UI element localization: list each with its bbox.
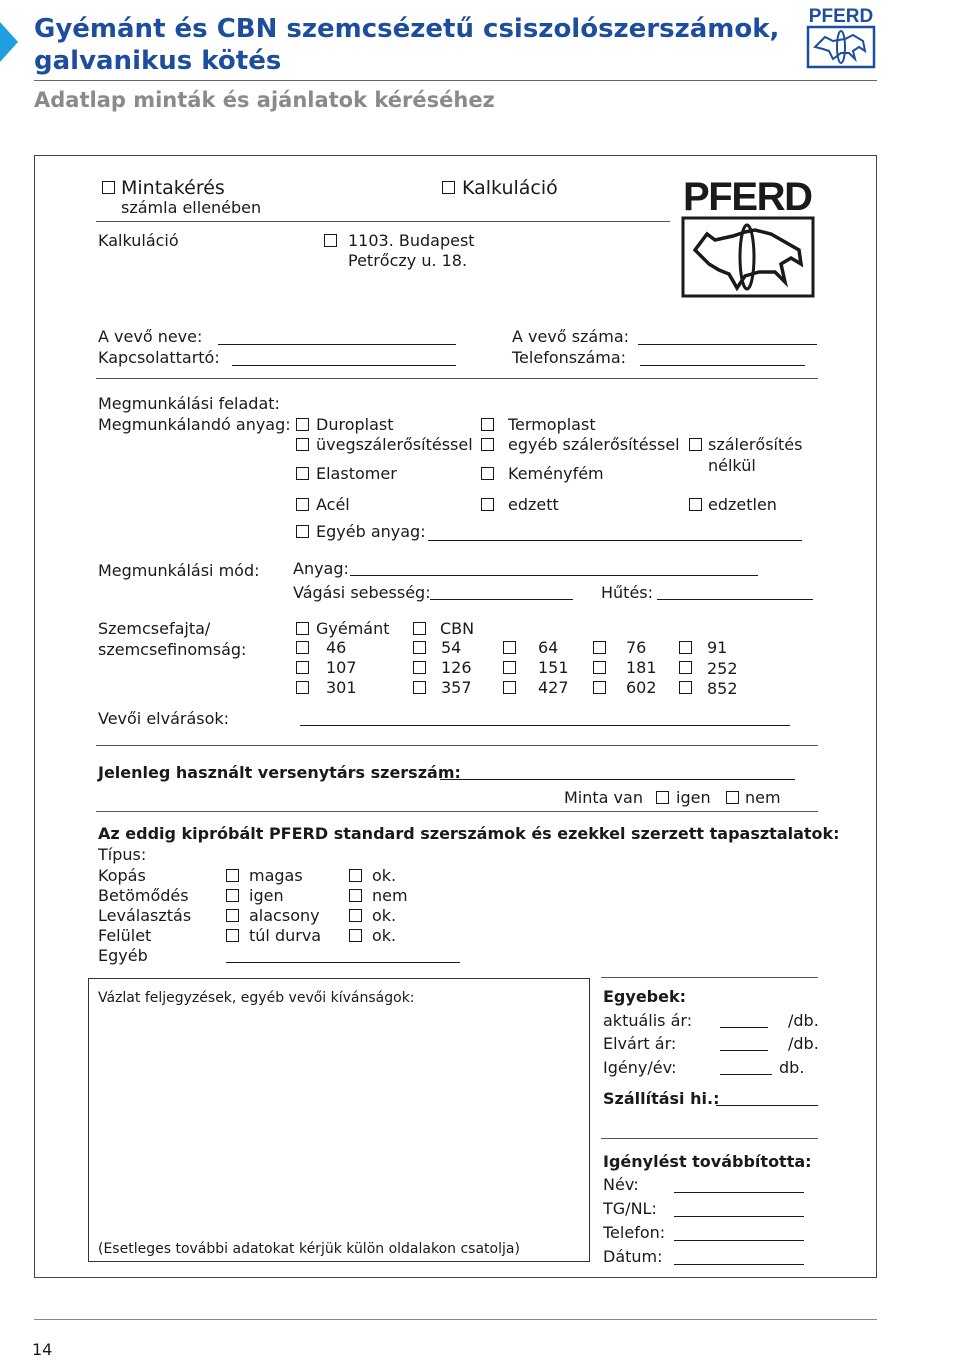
pferd-logo-text: PFERD: [683, 178, 813, 219]
edzetlen-checkbox[interactable]: [689, 498, 702, 511]
experience-opt2-label: nem: [372, 886, 408, 905]
igeny-unit: db.: [779, 1058, 805, 1077]
experience-opt2-label: ok.: [372, 906, 397, 925]
page-subtitle: Adatlap minták és ajánlatok kéréséhez: [34, 88, 495, 112]
vevo-neve-field[interactable]: [218, 344, 456, 345]
datum-field[interactable]: [674, 1264, 804, 1265]
experience-opt1-checkbox[interactable]: [226, 909, 239, 922]
experience-opt1-label: igen: [249, 886, 284, 905]
gyemant-label: Gyémánt: [316, 619, 390, 638]
grain-size-label: 151: [538, 658, 569, 677]
vagasi-field[interactable]: [430, 599, 573, 600]
mode-label: Megmunkálási mód:: [98, 561, 260, 580]
egyeb-anyag-checkbox[interactable]: [296, 525, 309, 538]
header-arrow-icon: [0, 22, 18, 62]
grain-checkbox[interactable]: [296, 641, 309, 654]
grain-size-label: 91: [707, 638, 728, 657]
kapcsolattarto-field[interactable]: [232, 365, 456, 366]
egyeb-label: Egyéb: [98, 946, 148, 965]
grain-size-label: 107: [326, 658, 357, 677]
igeny-label: Igény/év:: [603, 1058, 677, 1077]
kemenyfem-checkbox[interactable]: [481, 467, 494, 480]
mode-anyag-field[interactable]: [350, 575, 758, 576]
header-divider: [34, 80, 877, 81]
grain-checkbox[interactable]: [413, 661, 426, 674]
other-heading: Egyebek:: [603, 987, 687, 1006]
experience-opt2-checkbox[interactable]: [349, 909, 362, 922]
nev-field[interactable]: [674, 1192, 804, 1193]
grain-size-label: 252: [707, 659, 738, 678]
grain-checkbox[interactable]: [413, 641, 426, 654]
grain-size-label: 54: [441, 638, 462, 657]
sketch-label: Vázlat feljegyzések, egyéb vevői kívánságok:: [98, 990, 415, 1006]
pferd-logo-icon: [681, 178, 815, 298]
egyeb-szal-checkbox[interactable]: [481, 438, 494, 451]
egyeb-szal-label: egyéb szálerősítéssel: [508, 435, 680, 454]
kemenyfem-label: Keményfém: [508, 464, 604, 483]
mintakeres-checkbox[interactable]: [102, 181, 115, 194]
experience-opt2-checkbox[interactable]: [349, 869, 362, 882]
egyeb-anyag-label: Egyéb anyag:: [316, 522, 426, 541]
pferd-logo-small-text: PFERD: [808, 6, 874, 27]
grain-checkbox[interactable]: [413, 681, 426, 694]
aktualis-unit: /db.: [788, 1011, 819, 1030]
szalerosites-nelkul-checkbox[interactable]: [689, 438, 702, 451]
experience-row-label: Leválasztás: [98, 906, 192, 925]
grain-label-line1: Szemcsefajta/: [98, 619, 211, 638]
experience-opt2-label: ok.: [372, 866, 397, 885]
experience-row-label: Felület: [98, 926, 152, 945]
experience-opt1-label: alacsony: [249, 906, 320, 925]
minta-nem-label: nem: [745, 788, 781, 807]
elastomer-checkbox[interactable]: [296, 467, 309, 480]
termoplast-label: Termoplast: [508, 415, 596, 434]
grain-checkbox[interactable]: [593, 681, 606, 694]
termoplast-checkbox[interactable]: [481, 418, 494, 431]
grain-checkbox[interactable]: [679, 641, 692, 654]
experience-opt1-checkbox[interactable]: [226, 869, 239, 882]
hutes-field[interactable]: [657, 599, 813, 600]
minta-igen-checkbox[interactable]: [656, 791, 669, 804]
egyeb-field[interactable]: [226, 962, 460, 963]
elvart-label: Elvárt ár:: [603, 1034, 677, 1053]
grain-checkbox[interactable]: [503, 681, 516, 694]
edzett-label: edzett: [508, 495, 559, 514]
aktualis-label: aktuális ár:: [603, 1011, 693, 1030]
duroplast-checkbox[interactable]: [296, 418, 309, 431]
anyag-label: Megmunkálandó anyag:: [98, 415, 291, 434]
duroplast-label: Duroplast: [316, 415, 394, 434]
experience-opt2-checkbox[interactable]: [349, 929, 362, 942]
other-top-divider: [601, 977, 818, 978]
footer-divider: [34, 1319, 877, 1320]
grain-checkbox[interactable]: [503, 641, 516, 654]
nev-label: Név:: [603, 1175, 639, 1194]
datum-label: Dátum:: [603, 1247, 663, 1266]
szamla-label: számla ellenében: [121, 198, 262, 217]
hutes-label: Hűtés:: [601, 583, 654, 602]
elastomer-label: Elastomer: [316, 464, 397, 483]
acel-checkbox[interactable]: [296, 498, 309, 511]
aktualis-field[interactable]: [720, 1027, 768, 1028]
competitor-field[interactable]: [440, 779, 795, 780]
kalkulacio-checkbox[interactable]: [442, 181, 455, 194]
tgnl-label: TG/NL:: [603, 1199, 657, 1218]
experience-opt1-checkbox[interactable]: [226, 889, 239, 902]
telefon-field[interactable]: [674, 1240, 804, 1241]
vevo-szama-field[interactable]: [638, 344, 817, 345]
experience-heading: Az eddig kipróbált PFERD standard szerszámok és ezekkel szerzett tapasztalatok:: [98, 824, 840, 843]
egyeb-anyag-field[interactable]: [428, 540, 802, 541]
forwarded-top-divider: [601, 1138, 818, 1139]
tipus-label: Típus:: [98, 845, 147, 864]
grain-size-label: 46: [326, 638, 347, 657]
experience-opt1-checkbox[interactable]: [226, 929, 239, 942]
grain-checkbox[interactable]: [593, 661, 606, 674]
vevo-neve-label: A vevő neve:: [98, 327, 203, 346]
minta-van-label: Minta van: [564, 788, 643, 807]
forwarded-heading: Igénylést továbbította:: [603, 1152, 812, 1171]
tgnl-field[interactable]: [674, 1216, 804, 1217]
sketch-box[interactable]: [88, 978, 590, 1262]
sketch-note: (Esetleges további adatokat kérjük külön oldalakon csatolja): [98, 1241, 520, 1257]
request-divider: [96, 221, 670, 222]
nelkul-label: nélkül: [708, 456, 756, 475]
vevoi-field[interactable]: [300, 725, 790, 726]
page-title-line1: Gyémánt és CBN szemcsézetű csiszolószerszámok,: [34, 14, 780, 44]
grain-size-label: 126: [441, 658, 472, 677]
grain-size-label: 64: [538, 638, 559, 657]
grain-checkbox[interactable]: [296, 681, 309, 694]
vevoi-label: Vevői elvárások:: [98, 709, 230, 728]
acel-label: Acél: [316, 495, 350, 514]
gyemant-checkbox[interactable]: [296, 622, 309, 635]
uveg-label: üvegszálerősítéssel: [316, 435, 473, 454]
telefonszama-label: Telefonszáma:: [512, 348, 627, 367]
grain-checkbox[interactable]: [503, 661, 516, 674]
competitor-divider: [96, 811, 818, 812]
task-heading: Megmunkálási feladat:: [98, 394, 280, 413]
experience-row-label: Betömődés: [98, 886, 189, 905]
grain-size-label: 76: [626, 638, 647, 657]
minta-igen-label: igen: [676, 788, 711, 807]
telefonszama-field[interactable]: [640, 365, 805, 366]
szalerosites-label: szálerősítés: [708, 435, 803, 454]
experience-opt1-label: magas: [249, 866, 303, 885]
experience-opt1-label: túl durva: [249, 926, 322, 945]
elvart-field[interactable]: [720, 1050, 768, 1051]
experience-opt2-label: ok.: [372, 926, 397, 945]
grain-checkbox[interactable]: [679, 661, 692, 674]
kapcsolattarto-label: Kapcsolattartó:: [98, 348, 220, 367]
kalkulacio-left-label: Kalkuláció: [98, 231, 179, 250]
igeny-field[interactable]: [720, 1074, 772, 1075]
cbn-label: CBN: [440, 619, 475, 638]
competitor-label: Jelenleg használt versenytárs szerszám:: [98, 763, 461, 782]
pferd-logo-small-icon: [805, 5, 877, 69]
customer-divider: [96, 378, 818, 379]
experience-opt2-checkbox[interactable]: [349, 889, 362, 902]
szallitasi-label: Szállítási hi.:: [603, 1089, 720, 1108]
elvart-unit: /db.: [788, 1034, 819, 1053]
address-line1: 1103. Budapest: [348, 231, 475, 250]
grain-label-line2: szemcsefinomság:: [98, 640, 247, 659]
minta-nem-checkbox[interactable]: [726, 791, 739, 804]
szallitasi-field[interactable]: [716, 1105, 818, 1106]
grain-size-label: 427: [538, 678, 569, 697]
grain-checkbox[interactable]: [679, 681, 692, 694]
budapest-checkbox[interactable]: [324, 234, 337, 247]
grain-divider: [96, 745, 818, 746]
address-line2: Petrőczy u. 18.: [348, 251, 468, 270]
grain-size-label: 602: [626, 678, 657, 697]
grain-checkbox[interactable]: [593, 641, 606, 654]
edzetlen-label: edzetlen: [708, 495, 777, 514]
page-title-line2: galvanikus kötés: [34, 46, 282, 76]
grain-size-label: 357: [441, 678, 472, 697]
grain-size-label: 852: [707, 679, 738, 698]
kalkulacio-top-label: Kalkuláció: [462, 177, 558, 199]
grain-size-label: 301: [326, 678, 357, 697]
page-number: 14: [32, 1340, 53, 1359]
uveg-checkbox[interactable]: [296, 438, 309, 451]
mintakeres-label: Mintakérés: [121, 177, 225, 199]
mode-anyag-label: Anyag:: [293, 559, 349, 578]
grain-size-label: 181: [626, 658, 657, 677]
grain-checkbox[interactable]: [296, 661, 309, 674]
telefon-label: Telefon:: [603, 1223, 666, 1242]
vagasi-label: Vágási sebesség:: [293, 583, 431, 602]
experience-row-label: Kopás: [98, 866, 146, 885]
edzett-checkbox[interactable]: [481, 498, 494, 511]
vevo-szama-label: A vevő száma:: [512, 327, 630, 346]
cbn-checkbox[interactable]: [413, 622, 426, 635]
